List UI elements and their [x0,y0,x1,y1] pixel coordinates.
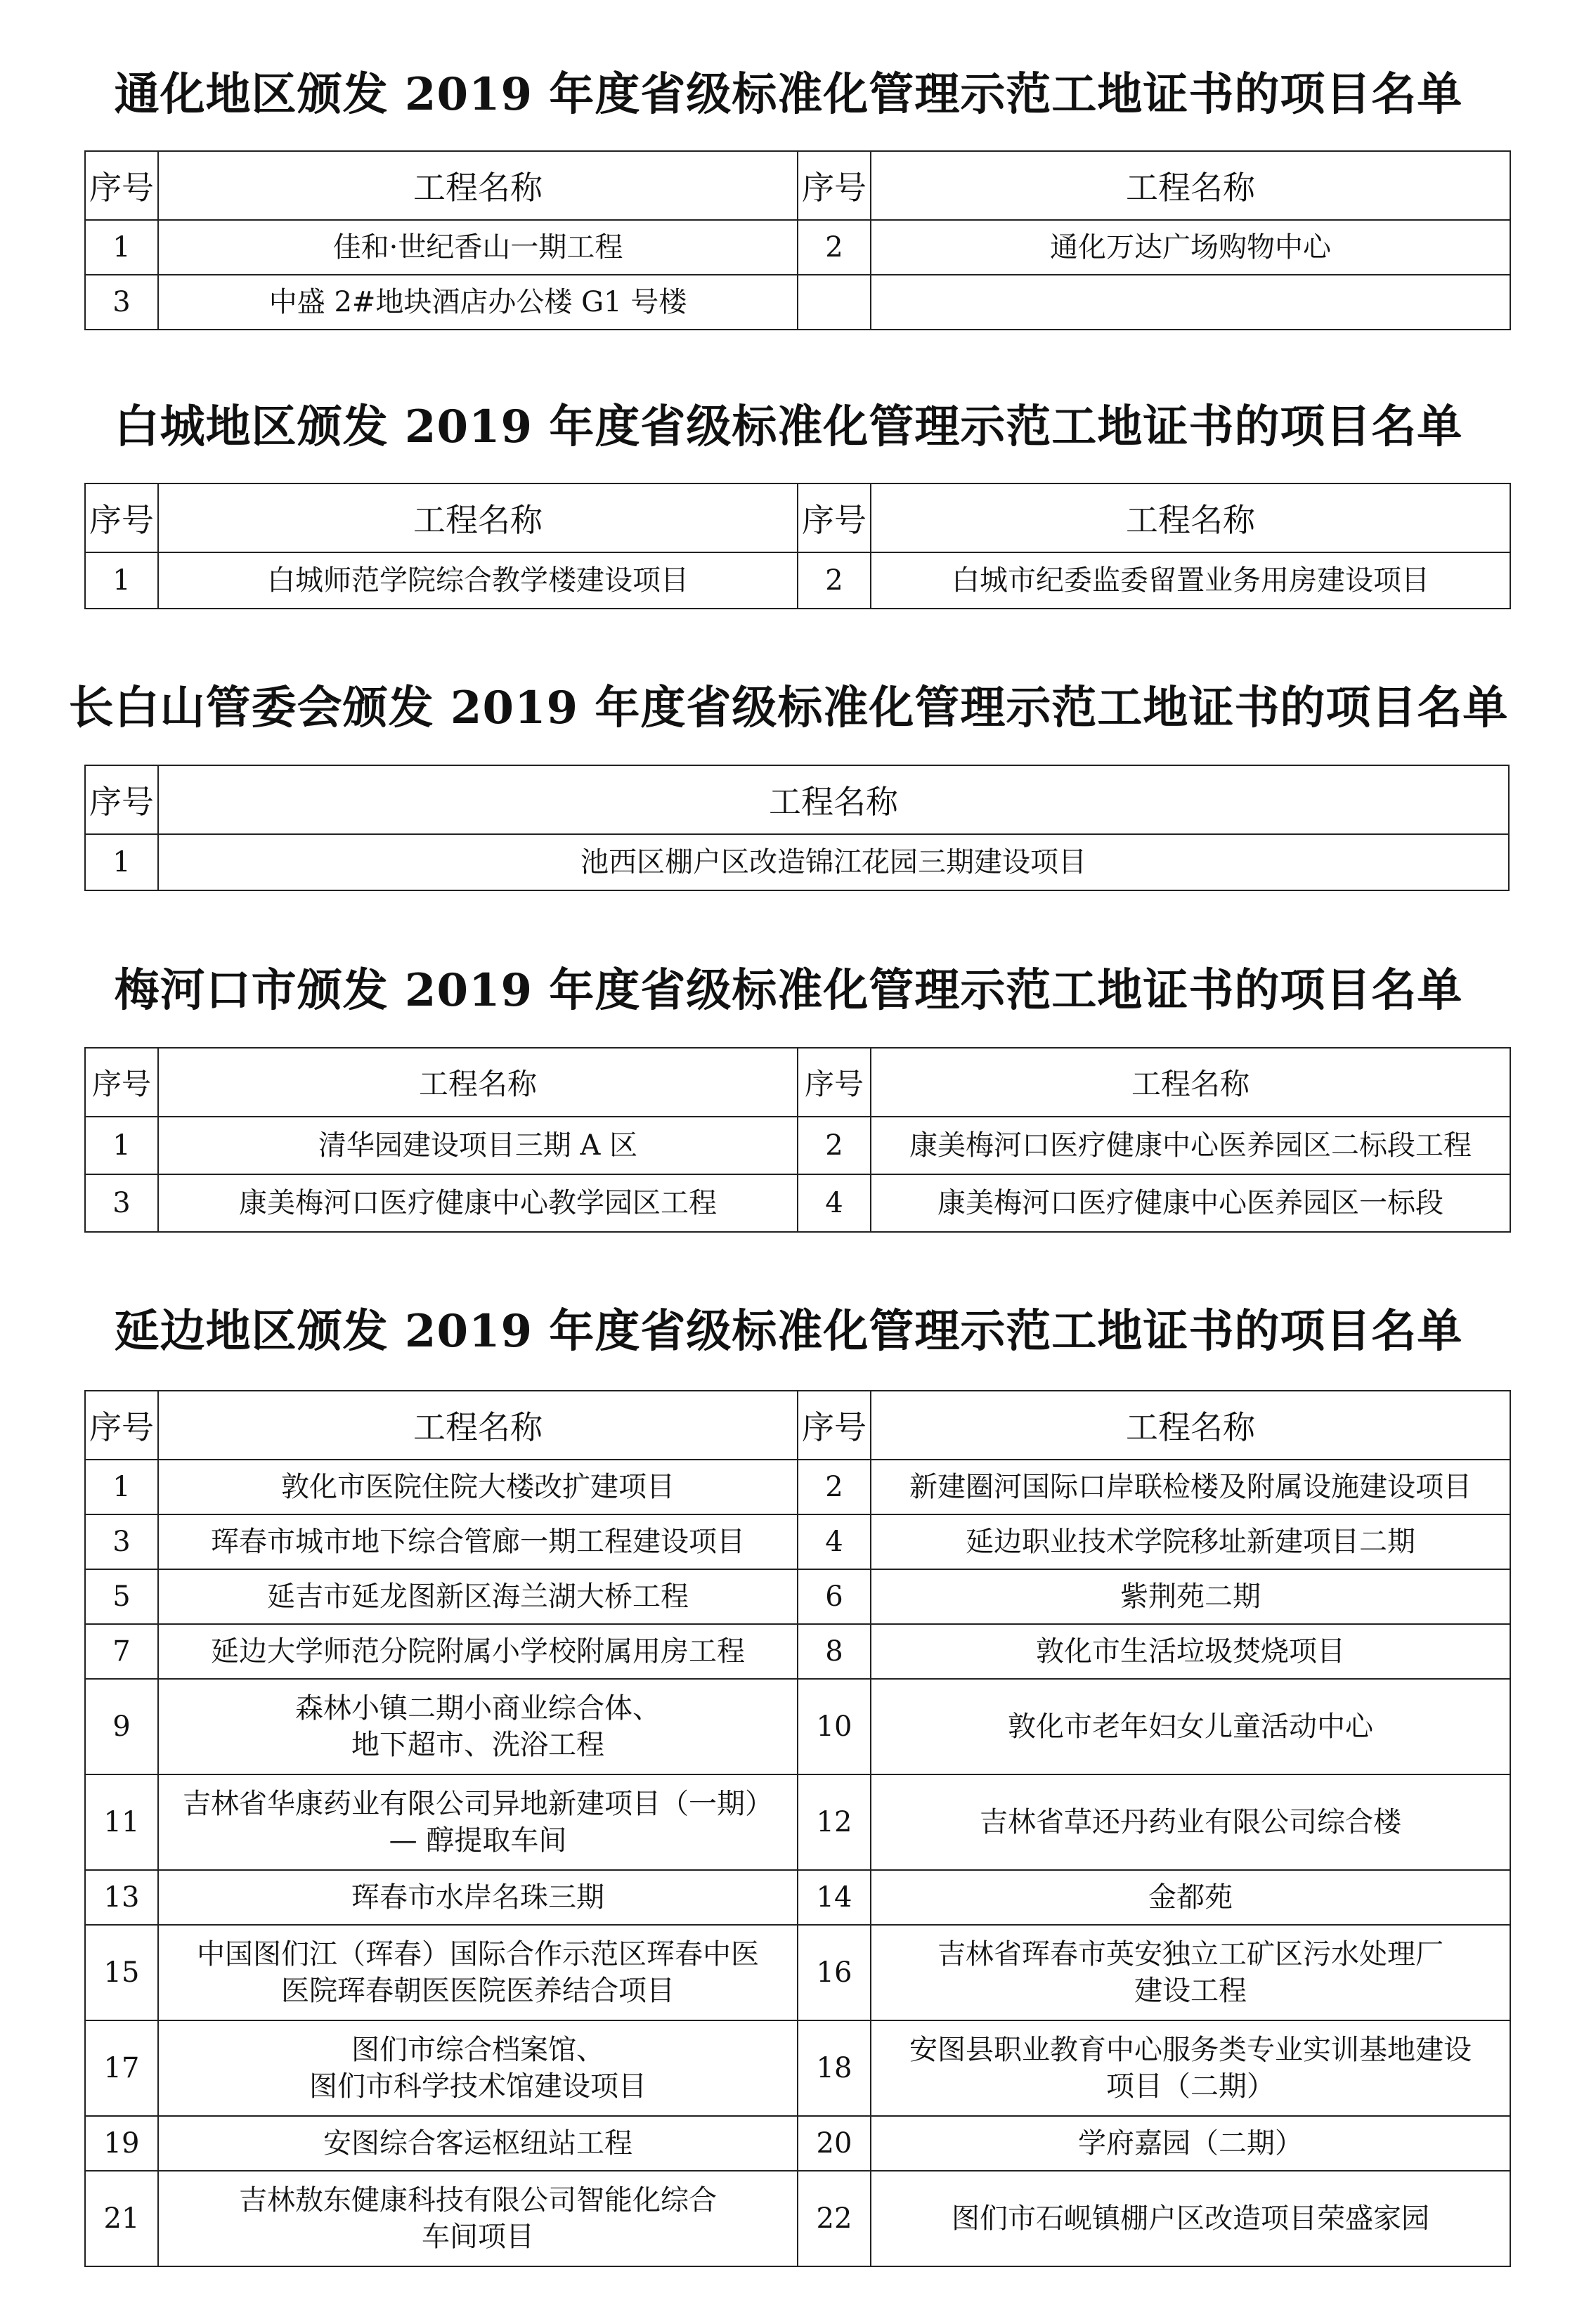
project-name-line: 敦化市生活垃圾焚烧项目 [1036,1635,1345,1668]
table-baicheng [84,483,1511,609]
row-number: 2 [798,220,871,275]
project-name-line: 延边职业技术学院移址新建项目二期 [966,1526,1415,1558]
project-name [871,275,1510,330]
project-name-line: 地下超市、洗浴工程 [351,1729,604,1761]
project-name-line: 车间项目 [422,2221,534,2253]
project-name-line: 吉林省草还丹药业有限公司综合楼 [980,1806,1401,1838]
table-tonghua [84,150,1511,330]
table-row [85,1925,1510,2020]
table-meihekou [84,1047,1511,1233]
row-number: 1 [85,1460,158,1514]
project-name [871,1460,1510,1514]
project-name: 康美梅河口医疗健康中心医养园区一标段 [871,1174,1510,1232]
section-title-tonghua: 通化地区颁发 2019 年度省级标准化管理示范工地证书的项目名单 [114,68,1463,121]
row-number: 14 [798,1870,871,1925]
table-changbaishan [84,765,1510,891]
section-title-yanbian: 延边地区颁发 2019 年度省级标准化管理示范工地证书的项目名单 [114,1305,1463,1358]
header-seq: 序号 [798,1048,871,1117]
project-name [158,2020,798,2116]
header-seq: 序号 [85,1391,158,1460]
header-name: 工程名称 [158,1048,798,1117]
table-row [85,2171,1510,2266]
table-row [85,1774,1510,1870]
project-name [871,1925,1510,2020]
table-row [85,1624,1510,1679]
project-name-line: 珲春市城市地下综合管廊一期工程建设项目 [211,1526,745,1558]
section-title-changbaishan: 长白山管委会颁发 2019 年度省级标准化管理示范工地证书的项目名单 [68,682,1509,734]
project-name [871,1870,1510,1925]
row-number: 4 [798,1514,871,1569]
project-name [158,2171,798,2266]
row-number: 10 [798,1679,871,1774]
table-yanbian [84,1390,1511,2267]
header-seq: 序号 [85,1048,158,1117]
row-number: 8 [798,1624,871,1679]
project-name-line: 延边大学师范分院附属小学校附属用房工程 [211,1635,745,1668]
row-number: 20 [798,2116,871,2171]
project-name-line: 敦化市医院住院大楼改扩建项目 [281,1471,675,1503]
row-number: 16 [798,1925,871,2020]
row-number: 19 [85,2116,158,2171]
header-seq: 序号 [798,1391,871,1460]
project-name [158,1569,798,1624]
table-header-row [85,765,1509,834]
row-number: 15 [85,1925,158,2020]
header-name: 工程名称 [871,1391,1510,1460]
header-seq: 序号 [798,483,871,552]
project-name [158,1624,798,1679]
table-row [85,2020,1510,2116]
header-name: 工程名称 [158,1391,798,1460]
project-name-line: 森林小镇二期小商业综合体、 [295,1692,661,1725]
project-name: 白城市纪委监委留置业务用房建设项目 [871,552,1510,609]
header-seq: 序号 [85,765,158,834]
project-name: 通化万达广场购物中心 [871,220,1510,275]
project-name [871,1624,1510,1679]
table-row [85,1514,1510,1569]
row-number: 5 [85,1569,158,1624]
row-number: 2 [798,552,871,609]
project-name-line: 新建圈河国际口岸联检楼及附属设施建设项目 [909,1471,1472,1503]
table-row [85,220,1510,275]
row-number: 2 [798,1460,871,1514]
project-name-line: 延吉市延龙图新区海兰湖大桥工程 [267,1580,689,1613]
project-name-line: 图们市石岘镇棚户区改造项目荣盛家园 [952,2202,1429,2235]
project-name [158,1514,798,1569]
row-number: 1 [85,1117,158,1174]
project-name: 中盛 2#地块酒店办公楼 G1 号楼 [158,275,798,330]
project-name-line: 安图综合客运枢纽站工程 [323,2127,632,2160]
project-name: 白城师范学院综合教学楼建设项目 [158,552,798,609]
header-name: 工程名称 [158,483,798,552]
project-name-line: 学府嘉园（二期） [1078,2127,1303,2160]
row-number: 2 [798,1117,871,1174]
header-seq: 序号 [85,151,158,220]
row-number: 1 [85,220,158,275]
row-number: 7 [85,1624,158,1679]
table-row [85,834,1509,890]
table-row [85,1870,1510,1925]
header-seq: 序号 [798,151,871,220]
project-name-line: 建设工程 [1134,1975,1247,2007]
row-number: 11 [85,1774,158,1870]
table-header-row [85,483,1510,552]
table-header-row [85,1048,1510,1117]
header-name: 工程名称 [871,151,1510,220]
header-name: 工程名称 [158,151,798,220]
row-number: 18 [798,2020,871,2116]
row-number: 17 [85,2020,158,2116]
row-number: 21 [85,2171,158,2266]
project-name-line: 中国图们江（珲春）国际合作示范区珲春中医 [197,1938,759,1971]
section-title-meihekou: 梅河口市颁发 2019 年度省级标准化管理示范工地证书的项目名单 [114,964,1463,1017]
table-header-row [85,1391,1510,1460]
row-number [798,275,871,330]
project-name: 康美梅河口医疗健康中心医养园区二标段工程 [871,1117,1510,1174]
row-number: 13 [85,1870,158,1925]
table-row [85,1569,1510,1624]
table-row [85,2116,1510,2171]
header-name: 工程名称 [871,1048,1510,1117]
project-name: 池西区棚户区改造锦江花园三期建设项目 [158,834,1509,890]
project-name: 佳和·世纪香山一期工程 [158,220,798,275]
table-row [85,1679,1510,1774]
table-row [85,1117,1510,1174]
row-number: 3 [85,1174,158,1232]
row-number: 6 [798,1569,871,1624]
project-name-line: 金都苑 [1148,1881,1233,1914]
row-number: 22 [798,2171,871,2266]
project-name-line: 吉林敖东健康科技有限公司智能化综合 [239,2184,717,2216]
project-name [871,1514,1510,1569]
project-name [871,1679,1510,1774]
project-name-line: 项目（二期） [1106,2070,1275,2103]
project-name-line: 紫荆苑二期 [1120,1580,1261,1613]
table-row [85,275,1510,330]
table-row [85,552,1510,609]
row-number: 1 [85,552,158,609]
project-name: 清华园建设项目三期 A 区 [158,1117,798,1174]
project-name-line: 医院珲春朝医医院医养结合项目 [281,1975,675,2007]
project-name [871,2171,1510,2266]
project-name [871,2116,1510,2171]
table-header-row [85,151,1510,220]
table-row [85,1460,1510,1514]
project-name [158,1679,798,1774]
project-name-line: 安图县职业教育中心服务类专业实训基地建设 [909,2034,1472,2066]
project-name [158,1870,798,1925]
project-name [871,2020,1510,2116]
row-number: 9 [85,1679,158,1774]
project-name-line: — 醇提取车间 [389,1824,567,1857]
project-name-line: 图们市综合档案馆、 [351,2034,604,2066]
row-number: 1 [85,834,158,890]
row-number: 3 [85,1514,158,1569]
project-name [158,1460,798,1514]
project-name-line: 珲春市水岸名珠三期 [351,1881,604,1914]
project-name-line: 吉林省华康药业有限公司异地新建项目（一期） [183,1788,773,1820]
project-name [158,2116,798,2171]
project-name-line: 敦化市老年妇女儿童活动中心 [1008,1710,1373,1743]
row-number: 3 [85,275,158,330]
project-name [158,1774,798,1870]
header-name: 工程名称 [871,483,1510,552]
project-name [871,1569,1510,1624]
project-name [871,1774,1510,1870]
project-name-line: 吉林省珲春市英安独立工矿区污水处理厂 [937,1938,1443,1971]
header-name: 工程名称 [158,765,1509,834]
project-name: 康美梅河口医疗健康中心教学园区工程 [158,1174,798,1232]
header-seq: 序号 [85,483,158,552]
section-title-baicheng: 白城地区颁发 2019 年度省级标准化管理示范工地证书的项目名单 [114,401,1463,453]
table-row [85,1174,1510,1232]
row-number: 4 [798,1174,871,1232]
row-number: 12 [798,1774,871,1870]
project-name [158,1925,798,2020]
project-name-line: 图们市科学技术馆建设项目 [309,2070,647,2103]
